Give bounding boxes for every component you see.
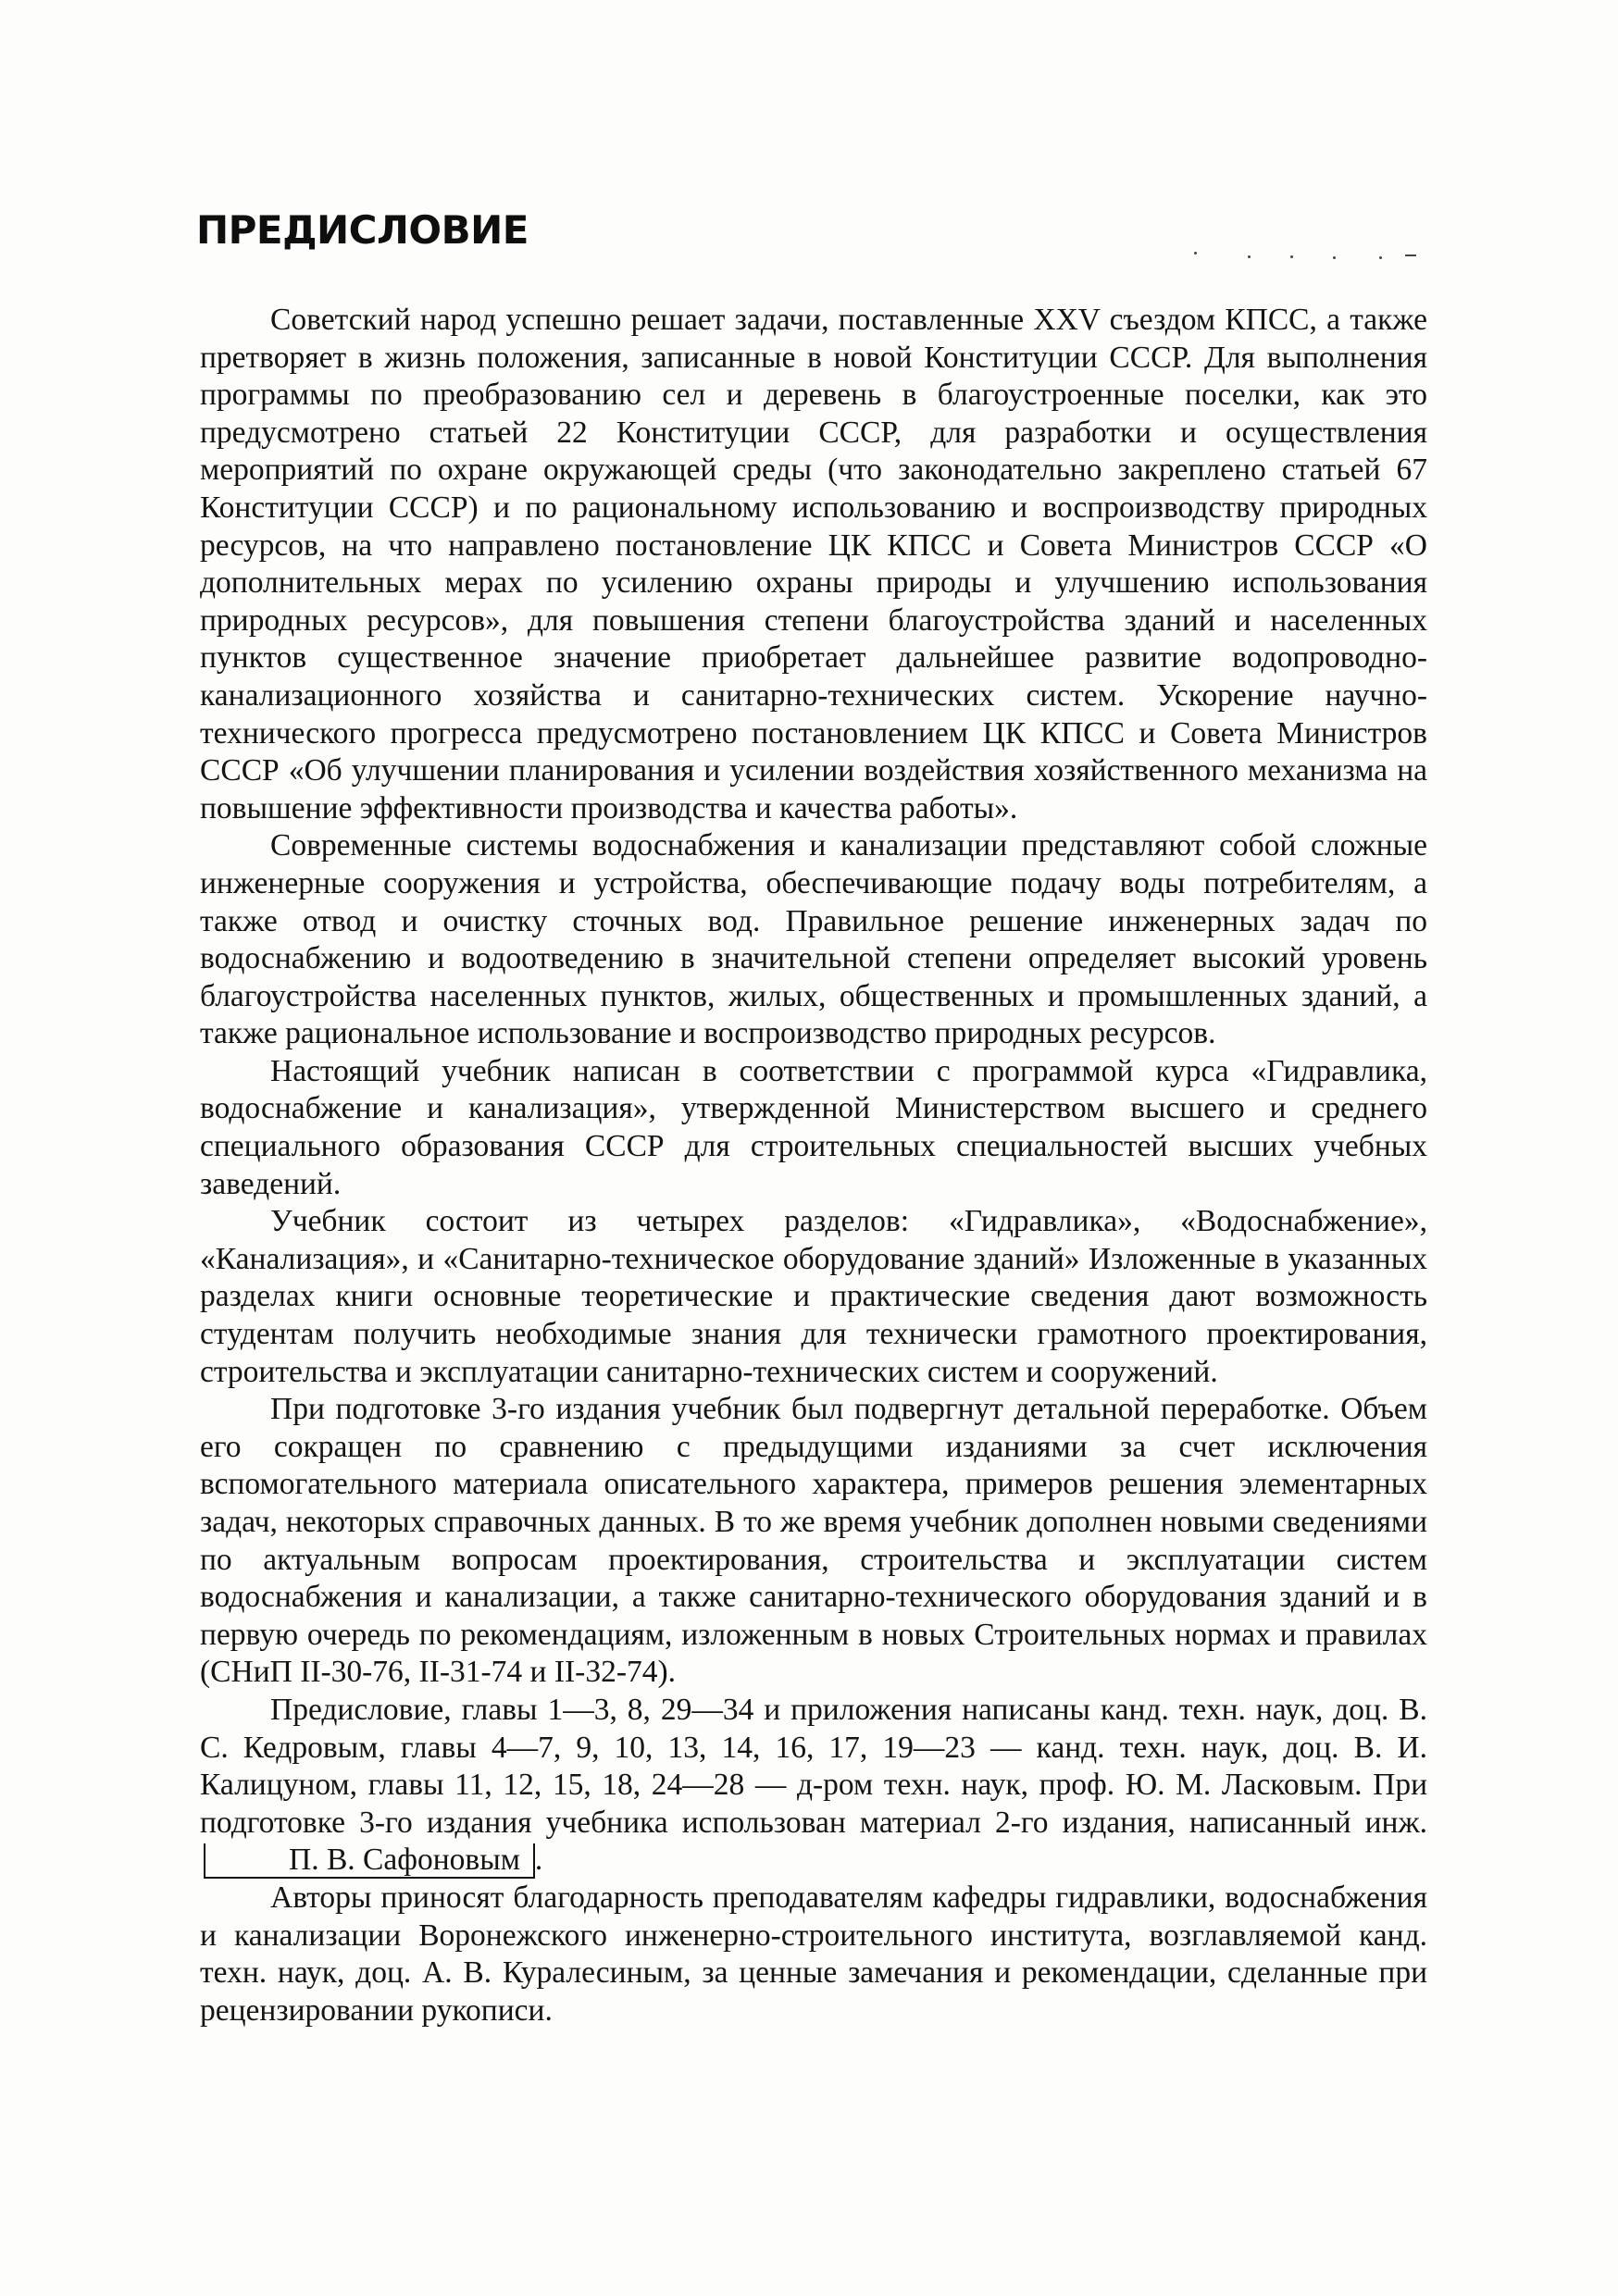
paragraph-1: Советский народ успешно решает задачи, поставленные XXV съездом КПСС, а также претворяет в жизнь положения, записанные в новой Конституции СССР. Для выполнения программы по преобразованию сел и деревень в благоустроенные поселки, как это предусмотрено статьей 22 Конституции СССР, для разработки и осуществления мероприятий по охране окружающей среды (что законодательно закреплено статьей 67 Конституции СССР) и по рациональному использованию и воспроизводству природных ресурсов, на что направлено постановление ЦК КПСС и Совета Министров СССР «О дополнительных мерах по усилению охраны природы и улучшению использования природных ресурсов», для повышения степени благоустройства зданий и населенных пунктов существенное значение приобретает дальнейшее развитие водопроводно-канализационного хозяйства и санитарно-технических систем. Ускорение научно-технического прогресса предусмотрено постановлением ЦК КПСС и Совета Министров СССР «Об улучшении планирования и усилении воздействия хозяйственного механизма на повышение эффективности производства и качества работы». xyxy=(200,303,1427,825)
paragraph-6-text: Предисловие, главы 1—3, 8, 29—34 и приложения написаны канд. техн. наук, доц. В. С. Кедровым, главы 4—7, 9, 10, 13, 14, 16, 17, 19—23 — канд. техн. наук, доц. В. И. Калицуном, главы 11, 12, 15, 18, 24—28 — д-ром техн. наук, проф. Ю. М. Ласковым. При подготовке 3-го издания учебника использован материал 2-го издания, написанный инж. xyxy=(200,1692,1427,1840)
memorial-name-box: П. В. Сафоновым xyxy=(204,1843,535,1879)
paragraph-7: Авторы приносят благодарность преподавателям кафедры гидравлики, водоснабжения и канализации Воронежского инженерно-строительного института, возглавляемой канд. техн. наук, доц. А. В. Куралесиным, за ценные замечания и рекомендации, сделанные при рецензировании рукописи. xyxy=(200,1880,1427,2028)
paragraph-2: Современные системы водоснабжения и канализации представляют собой сложные инженерные сооружения и устройства, обеспечивающие подачу воды потребителям, а также отвод и очистку сточных вод. Правильное решение инженерных задач по водоснабжению и водоотведению в значительной степени определяет высокий уровень благоустройства населенных пунктов, жилых, общественных и промышленных зданий, а также рациональное использование и воспроизводство природных ресурсов. xyxy=(200,828,1427,1051)
memorial-tail: . xyxy=(534,1843,543,1878)
preface-body xyxy=(200,302,1427,2029)
paragraph-3: Настоящий учебник написан в соответствии с программой курса «Гидравлика, водоснабжение и канализация», утвержденной Министерством высшего и среднего специального образования СССР для строительных специальностей высших учебных заведений. xyxy=(200,1053,1427,1201)
scan-specks xyxy=(1194,250,1416,259)
paragraph-5: При подготовке 3-го издания учебник был подвергнут детальной переработке. Объем его сокращен по сравнению с предыдущими изданиями за счет исключения вспомогательного материала описательного характера, примеров решения элементарных задач, некоторых справочных данных. В то же время учебник дополнен новыми сведениями по актуальным вопросам проектирования, строительства и эксплуатации систем водоснабжения и канализации, а также санитарно-технического оборудования зданий и в первую очередь по рекомендациям, изложенным в новых Строительных нормах и правилах (СНиП II-30-76, II-31-74 и II-32-74). xyxy=(200,1392,1427,1690)
paragraph-4: Учебник состоит из четырех разделов: «Гидравлика», «Водоснабжение», «Канализация», и «Санитарно-техническое оборудование зданий» Изложенные в указанных разделах книги основные теоретические и практические сведения дают возможность студентам получить необходимые знания для технически грамотного проектирования, строительства и эксплуатации санитарно-технических систем и сооружений. xyxy=(200,1204,1427,1389)
page-heading: ПРЕДИСЛОВИЕ xyxy=(196,207,529,253)
paragraph-6 xyxy=(200,1692,1427,1880)
